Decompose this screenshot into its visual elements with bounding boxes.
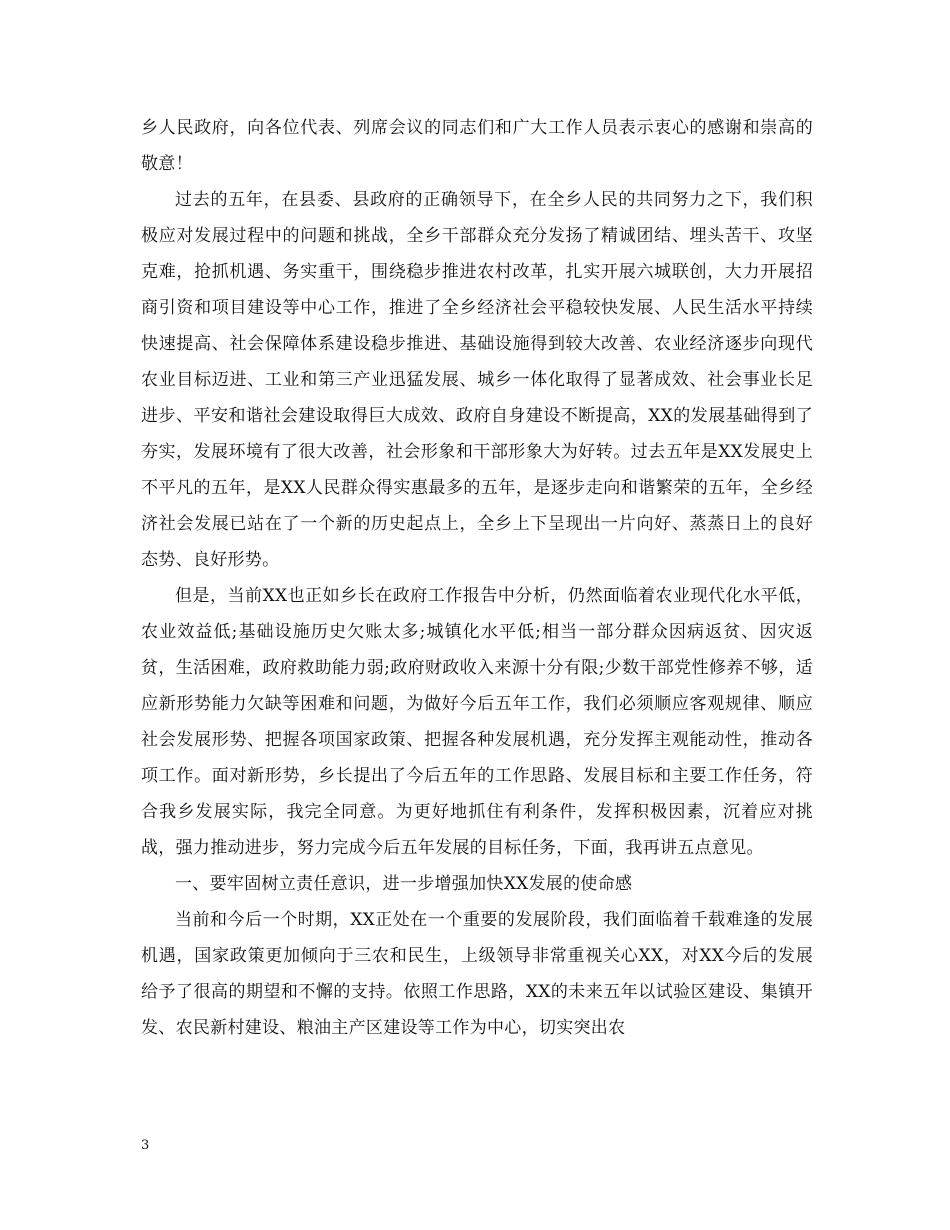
page-number: 3 bbox=[141, 1138, 150, 1153]
paragraph-development-stage: 当前和今后一个时期，XX正处在一个重要的发展阶段，我们面临着千载难逢的发展机遇，国家政策更加倾向于三农和民生，上级领导非常重视关心XX，对XX今后的发展给予了很高的期望和不懈的支持。依照工作思路，XX的未来五年以试验区建设、集镇开发、农民新村建设、粮油主产区建设等工作为中心，切实突出农 bbox=[141, 910, 813, 1038]
section-heading-responsibility: 一、要牢固树立责任意识，进一步增强加快XX发展的使命感 bbox=[175, 874, 633, 894]
paragraph-continuation: 乡人民政府，向各位代表、列席会议的同志们和广大工作人员表示衷心的感谢和崇高的敬意！ bbox=[141, 118, 813, 174]
paragraph-past-five-years: 过去的五年，在县委、县政府的正确领导下，在全乡人民的共同努力之下，我们积极应对发展过程中的问题和挑战，全乡干部群众充分发扬了精诚团结、埋头苦干、攻坚克难，抢抓机遇、务实重干，围绕稳步推进农村改革，扎实开展六城联创，大力开展招商引资和项目建设等中心工作，推进了全乡经济社会平稳较快发展、人民生活水平持续快速提高、社会保障体系建设稳步推进、基础设施得到较大改善、农业经济逐步向现代农业目标迈进、工业和第三产业迅猛发展、城乡一体化取得了显著成效、社会事业长足进步、平安和谐社会建设取得巨大成效、政府自身建设不断提高，XX的发展基础得到了夯实，发展环境有了很大改善，社会形象和干部形象大为好转。过去五年是XX发展史上不平凡的五年，是XX人民群众得实惠最多的五年，是逐步走向和谐繁荣的五年，全乡经济社会发展已站在了一个新的历史起点上，全乡上下呈现出一片向好、蒸蒸日上的良好态势、良好形势。 bbox=[141, 190, 813, 570]
document-body bbox=[141, 110, 813, 1046]
paragraph-challenges: 但是，当前XX也正如乡长在政府工作报告中分析，仍然面临着农业现代化水平低，农业效益低;基础设施历史欠账太多;城镇化水平低;相当一部分群众因病返贫、因灾返贫，生活困难，政府救助能力弱;政府财政收入来源十分有限;少数干部党性修养不够，适应新形势能力欠缺等困难和问题，为做好今后五年工作，我们必须顺应客观规律、顺应社会发展形势、把握各项国家政策、把握各种发展机遇，充分发挥主观能动性，推动各项工作。面对新形势，乡长提出了今后五年的工作思路、发展目标和主要工作任务，符合我乡发展实际，我完全同意。为更好地抓住有利条件，发挥积极因素，沉着应对挑战，强力推动进步，努力完成今后五年发展的目标任务，下面，我再讲五点意见。 bbox=[141, 586, 813, 858]
